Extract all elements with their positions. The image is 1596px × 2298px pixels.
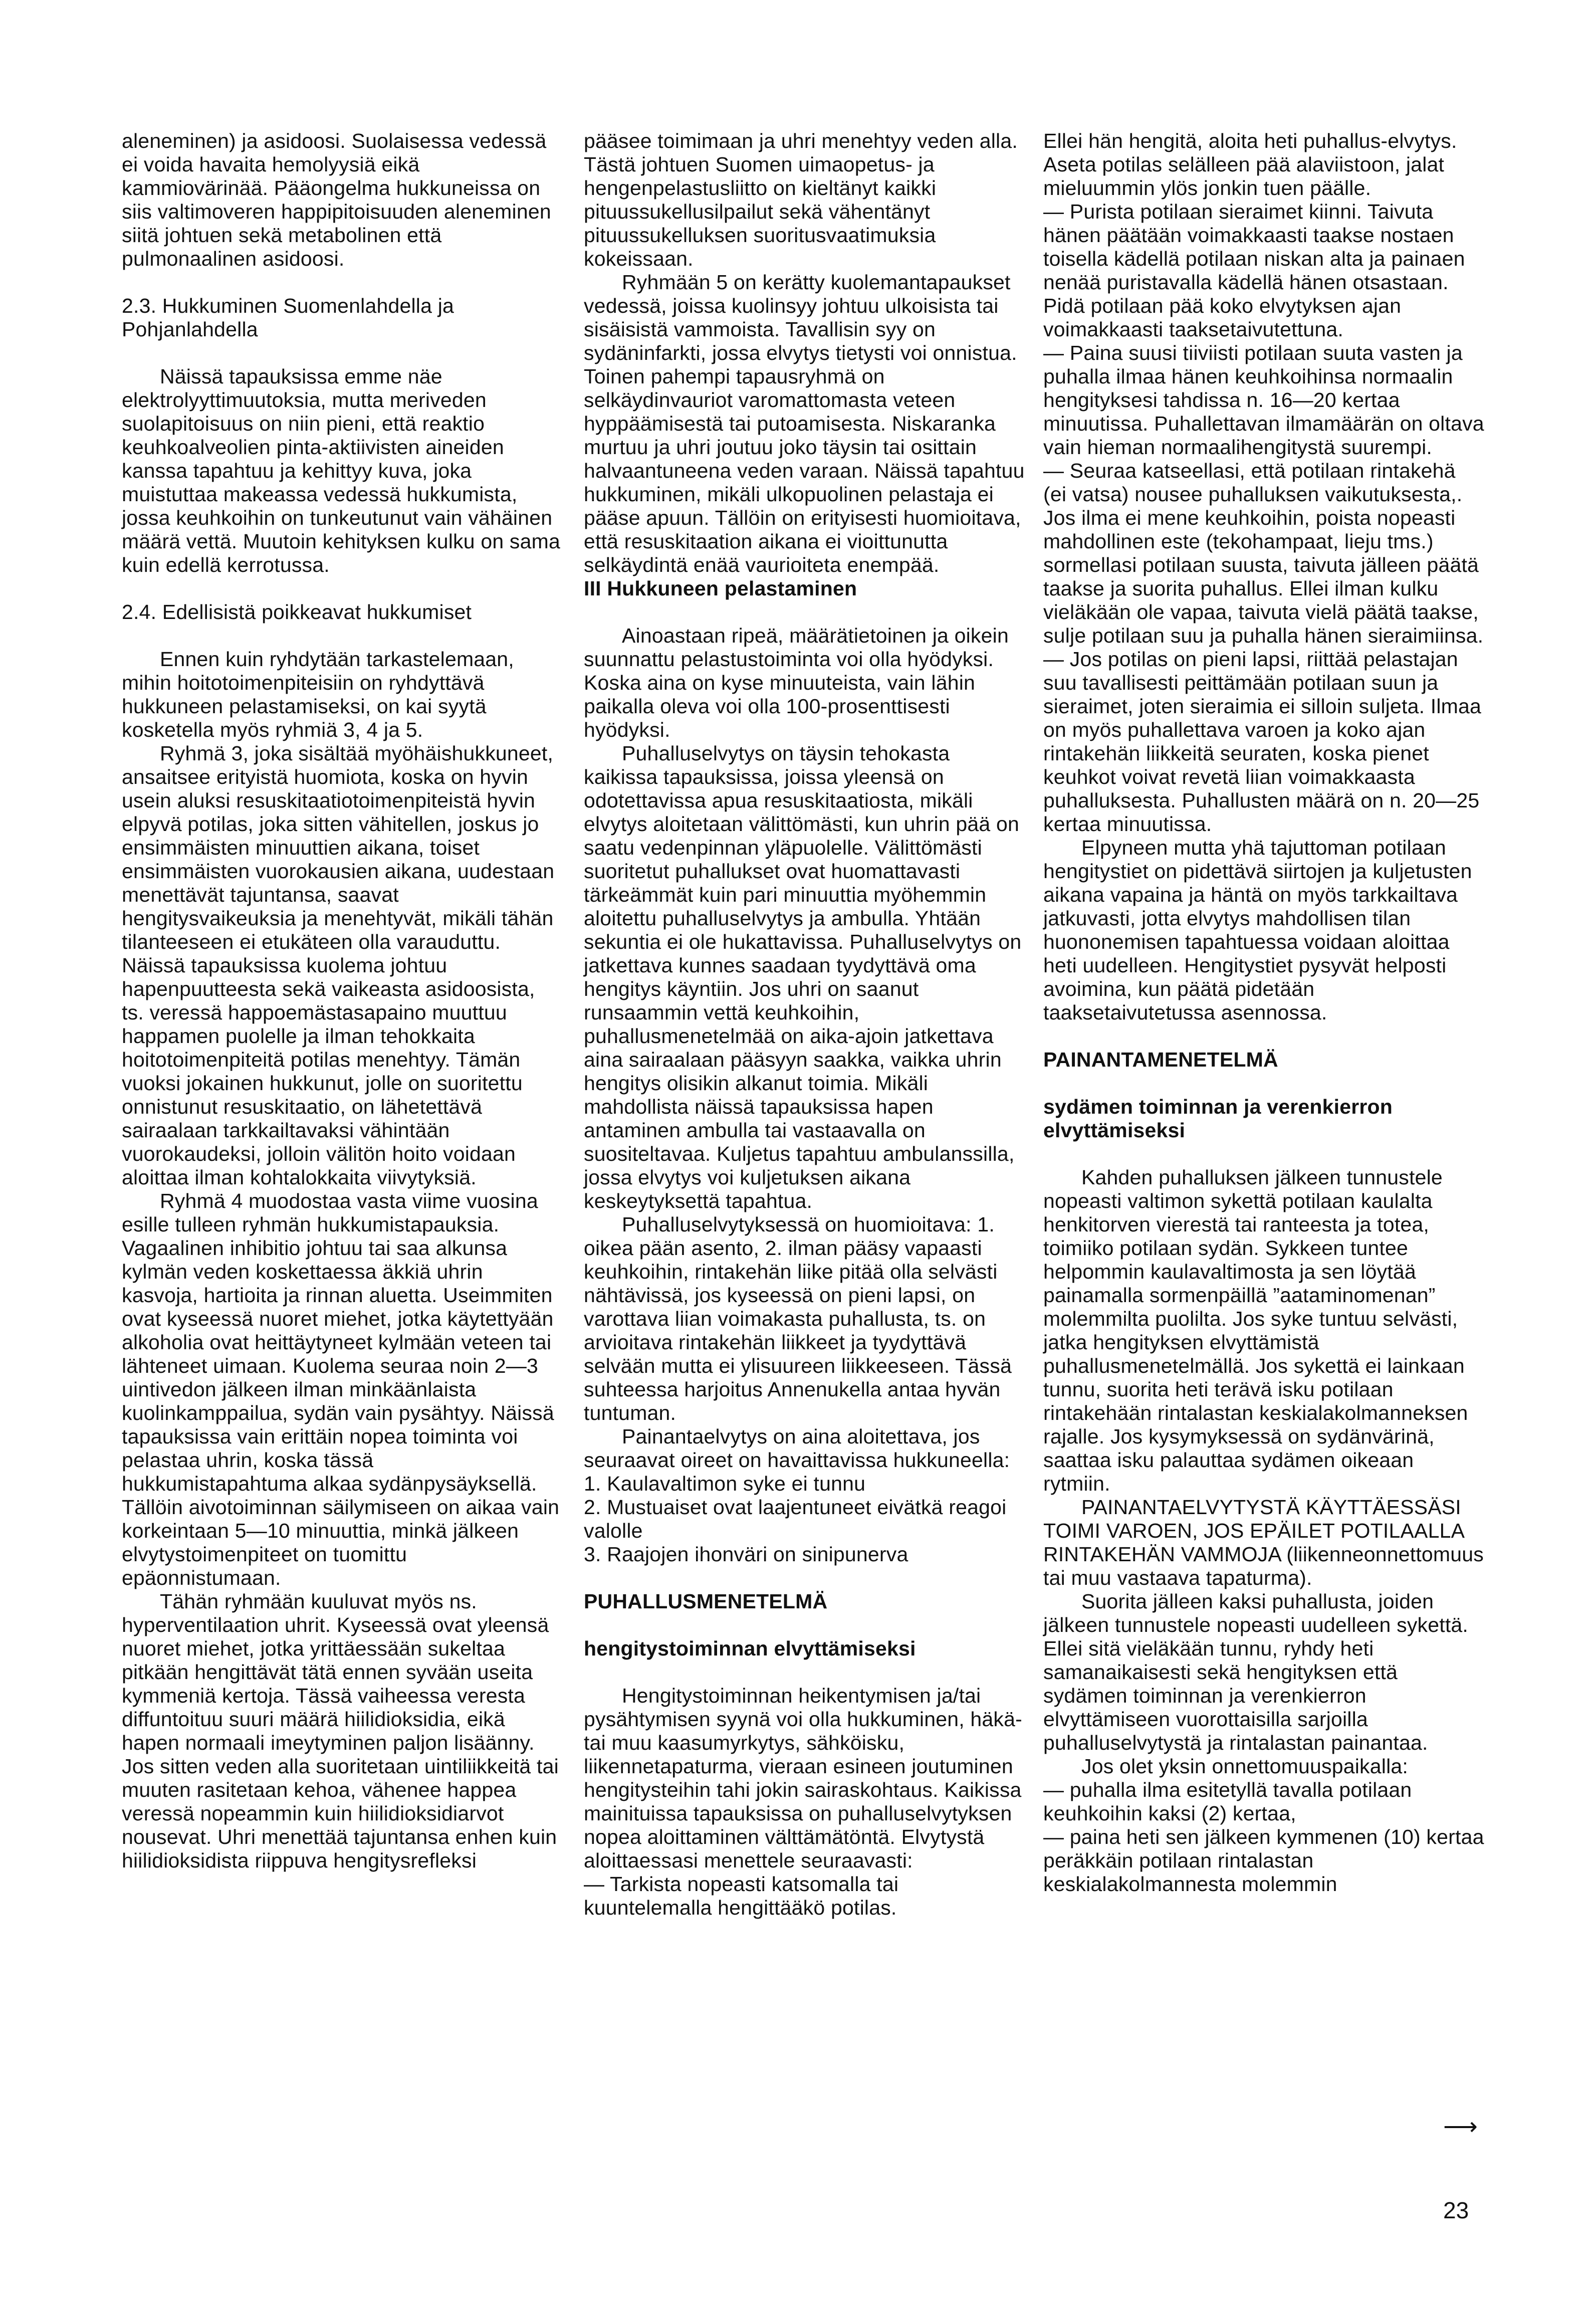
paragraph: Ellei hän hengitä, aloita heti puhallus-elvytys. Aseta potilas selälleen pää alaviistoon, jalat mieluummin ylös jonkin tuen päälle. xyxy=(1043,129,1457,199)
continue-arrow-icon: ⟶ xyxy=(1443,2114,1478,2140)
paragraph: Suorita jälleen kaksi puhallusta, joiden jälkeen tunnustele nopeasti uudelleen sykettä. Ellei sitä vieläkään tunnu, ryhdy heti samanaikaisesti sekä hengityksen että sydämen toiminnan ja verenkierron elvyttämiseen vuorottaisilla sarjoilla puhalluselvytystä ja rintalastan painantaa. xyxy=(1043,1590,1469,1754)
paragraph: Näissä tapauksissa emme näe elektrolyyttimuutoksia, mutta meriveden suolapitoisuus on niin pieni, että reaktio keuhkoalveolien pinta-aktiivisten aineiden kanssa tapahtuu ja kehittyy kuva, joka muistuttaa makeassa vedessä hukkumista, jossa keuhkoihin on tunkeutunut vain vähäinen määrä vettä. Muutoin kehityksen kulku on sama kuin edellä kerrotussa. xyxy=(122,365,560,576)
section-heading-painantamenetelma: PAINANTAMENETELMÄ xyxy=(1043,1048,1278,1071)
list-item: 1. Kaulavaltimon syke ei tunnu xyxy=(584,1472,866,1495)
section-heading-2-3: 2.3. Hukkuminen Suomenlahdella ja Pohjanlahdella xyxy=(122,294,454,341)
paragraph: — Seuraa katseellasi, että potilaan rintakehä (ei vatsa) nousee puhalluksen vaikutuksesta,. Jos ilma ei mene keuhkoihin, poista nopeasti mahdollinen este (tekohampaat, lieju tms.) sormellasi potilaan suusta, taivuta jälleen päätä taakse ja suorita puhallus. Ellei ilman kulku vieläkään ole vapaa, taivuta vielä päätä taakse, sulje potilaan suu ja puhalla hänen sieraimiinsa. xyxy=(1043,459,1484,647)
subheading: hengitystoiminnan elvyttämiseksi xyxy=(584,1637,916,1660)
subheading: sydämen toiminnan ja verenkierron elvyttämiseksi xyxy=(1043,1095,1393,1142)
paragraph: Tähän ryhmään kuuluvat myös ns. hyperventilaation uhrit. Kyseessä ovat yleensä nuoret miehet, jotka yrittäessään sukeltaa pitkään hengittävät tätä ennen syvään useita kymmeniä kertoja. Tässä vaiheessa veresta diffuntoituu suuri määrä hiilidioksidia, eikä hapen normaali imeytyminen paljon lisäänny. Jos sitten veden alla suoritetaan uintiliikkeitä tai muuten rasitetaan kehoa, vähenee happea veressä nopeammin kuin hiilidioksidiarvot nousevat. Uhri menettää tajuntansa enhen kuin hiilidioksidista riippuva hengitysrefleksi xyxy=(122,1590,559,1872)
paragraph: — paina heti sen jälkeen kymmenen (10) kertaa peräkkäin potilaan rintalastan keskialakolmannesta molemmin xyxy=(1043,1825,1484,1896)
text-column-2 xyxy=(584,129,1025,1920)
paragraph: Ryhmään 5 on kerätty kuolemantapaukset vedessä, joissa kuolinsyy johtuu ulkoisista tai sisäisistä vammoista. Tavallisin syy on sydäninfarkti, jossa elvytys tietysti voi onnistua. Toinen pahempi tapausryhmä on selkäydinvauriot varomattomasta veteen hyppäämisestä tai putoamisesta. Niskaranka murtuu ja uhri joutuu joko täysin tai osittain halvaantuneena veden varaan. Näissä tapahtuu hukkuminen, mikäli ulkopuolinen pelastaja ei pääse apuun. Tällöin on erityisesti huomioitava, että resuskitaation aikana ei vioittunutta selkäydintä enää vaurioiteta enempää. xyxy=(584,271,1025,576)
paragraph: — Paina suusi tiiviisti potilaan suuta vasten ja puhalla ilmaa hänen keuhkoihinsa normaalin hengityksesi tahdissa n. 16—20 kertaa minuutissa. Puhallettavan ilmamäärän on oltava vain hieman normaalihengitystä suurempi. xyxy=(1043,341,1484,459)
paragraph: Ennen kuin ryhdytään tarkastelemaan, mihin hoitotoimenpiteisiin on ryhdyttävä hukkuneen pelastamiseksi, on kai syytä kosketella myös ryhmiä 3, 4 ja 5. xyxy=(122,648,514,741)
paragraph: Ryhmä 4 muodostaa vasta viime vuosina esille tulleen ryhmän hukkumistapauksia. Vagaalinen inhibitio johtuu tai saa alkunsa kylmän veden koskettaessa äkkiä uhrin kasvoja, hartioita ja rinnan aluetta. Useimmiten ovat kyseessä nuoret miehet, jotka käytettyään alkoholia ovat heittäytyneet kylmään veteen tai lähteneet uimaan. Kuolema seuraa noin 2—3 uintivedon jälkeen ilman minkäänlaista kuolinkamppailua, sydän vain pysähtyy. Näissä tapauksissa vain erittäin nopea toiminta voi pelastaa uhrin, koska tässä hukkumistapahtuma alkaa sydänpysäyksellä. Tällöin aivotoiminnan säilymiseen on aikaa vain korkeintaan 5—10 minuuttia, minkä jälkeen elvytystoimenpiteet on tuomittu epäonnistumaan. xyxy=(122,1189,560,1589)
paragraph: pääsee toimimaan ja uhri menehtyy veden alla. Tästä johtuen Suomen uimaopetus- ja hengenpelastusliitto on kieltänyt kaikki pituussukellusilpailut sekä vähentänyt pituussukelluksen suoritusvaatimuksia kokeissaan. xyxy=(584,129,1018,270)
list-item: 3. Raajojen ihonväri on sinipunerva xyxy=(584,1543,908,1566)
paragraph: — Purista potilaan sieraimet kiinni. Taivuta hänen päätään voimakkaasti taakse nostaen toisella kädellä potilaan niskan alta ja painaen nenää puristavalla kädellä hänen otsastaan. Pidä potilaan pää koko elvytyksen ajan voimakkaasti taaksetaivutettuna. xyxy=(1043,200,1465,341)
paragraph: Puhalluselvytys on täysin tehokasta kaikissa tapauksissa, joissa yleensä on odotettavissa apua resuskitaatiosta, mikäli elvytys aloitetaan välittömästi, kun uhrin pää on saatu vedenpinnan yläpuolelle. Välittömästi suoritetut puhallukset ovat huomattavasti tärkeämmät kuin pari minuuttia myöhemmin aloitettu puhalluselvytys ja ambulla. Yhtään sekuntia ei ole hukattavissa. Puhalluselvytys on jatkettava kunnes saadaan tyydyttävä oma hengitys käyntiin. Jos uhri on saanut runsaammin vettä keuhkoihin, puhallusmenetelmää on aika-ajoin jatkettava aina sairaalaan pääsyyn saakka, vaikka uhrin hengitys olisikin alkanut toimia. Mikäli mahdollista näissä tapauksissa hapen antaminen ambulla tai vastaavalla on suositeltavaa. Kuljetus tapahtuu ambulanssilla, jossa elvytys voi kuljetuksen aikana keskeytyksettä tapahtua. xyxy=(584,742,1022,1212)
paragraph: Puhalluselvytyksessä on huomioitava: 1. oikea pään asento, 2. ilman pääsy vapaasti keuhkoihin, rintakehän liike pitää olla selvästi nähtävissä, jos kyseessä on pieni lapsi, on varottava liian voimakasta puhallusta, ts. on arvioitava rintakehän liikkeet ja tyydyttävä selvään mutta ei ylisuureen liikkeeseen. Tässä suhteessa harjoitus Annenukella antaa hyvän tuntuman. xyxy=(584,1213,1012,1424)
paragraph: — Tarkista nopeasti katsomalla tai kuuntelemalla hengittääkö potilas. xyxy=(584,1872,899,1919)
section-heading-III: III Hukkuneen pelastaminen xyxy=(584,577,857,600)
paragraph: Ryhmä 3, joka sisältää myöhäishukkuneet, ansaitsee erityistä huomiota, koska on hyvin usein aluksi resuskitaatiotoimenpiteistä hyvin elpyvä potilas, joka sitten vähitellen, joskus jo ensimmäisten minuuttien aikana, toiset ensimmäisten vuorokausien aikana, uudestaan menettävät tajuntansa, saavat hengitysvaikeuksia ja menehtyvät, mikäli tähän tilanteeseen ei etukäteen olla varauduttu. Näissä tapauksissa kuolema johtuu hapenpuutteesta sekä vaikeasta asidoosista, ts. veressä happoemästasapaino muuttuu happamen puolelle ja ilman tehokkaita hoitotoimenpiteitä potilas menehtyy. Tämän vuoksi jokainen hukkunut, jolle on suoritettu onnistunut resuskitaatio, on lähetettävä sairaalaan tarkkailtavaksi vähintään vuorokaudeksi, jolloin välitön hoito voidaan aloittaa ilman kohtalokkaita viivytyksiä. xyxy=(122,742,555,1189)
paragraph: Elpyneen mutta yhä tajuttoman potilaan hengitystiet on pidettävä siirtojen ja kuljetusten aikana vapaina ja häntä on myös tarkkailtava jatkuvasti, jotta elvytys mahdollisen tilan huononemisen tapahtuessa voidaan aloittaa heti uudelleen. Hengitystiet pysyvät helposti avoimina, kun päätä pidetään taaksetaivutetussa asennossa. xyxy=(1043,836,1472,1024)
paragraph: Jos olet yksin onnettomuuspaikalla: xyxy=(1081,1755,1408,1778)
paragraph: Hengitystoiminnan heikentymisen ja/tai pysähtymisen syynä voi olla hukkuminen, häkä- tai muu kaasumyrkytys, sähköisku, liikennetapaturma, vieraan esineen joutuminen hengitysteihin tahi jokin sairaskohtaus. Kaikissa mainituissa tapauksissa on puhalluselvytyksen nopea aloittaminen välttämätöntä. Elvytystä aloittaessasi menettele seuraavasti: xyxy=(584,1684,1022,1872)
paragraph: Kahden puhalluksen jälkeen tunnustele nopeasti valtimon sykettä potilaan kaulalta henkitorven vierestä tai ranteesta ja totea, toimiiko potilaan sydän. Sykkeen tuntee helpommin kaulavaltimosta ja sen löytää painamalla sormenpäillä ”aataminomenan” molemmilta puolilta. Jos syke tuntuu selvästi, jatka hengityksen elvyttämistä puhallusmenetelmällä. Jos sykettä ei lainkaan tunnu, suorita heti terävä isku potilaan rintakehään rintalastan keskialakolmanneksen rajalle. Jos kysymyksessä on sydänvärinä, saattaa isku palauttaa sydämen oikeaan rytmiin. xyxy=(1043,1166,1468,1495)
section-heading-puhallusmenetelma: PUHALLUSMENETELMÄ xyxy=(584,1590,828,1613)
paragraph: — puhalla ilma esitetyllä tavalla potilaan keuhkoihin kaksi (2) kertaa, xyxy=(1043,1778,1412,1825)
page-number: 23 xyxy=(1443,2197,1469,2223)
paragraph: — Jos potilas on pieni lapsi, riittää pelastajan suu tavallisesti peittämään potilaan suun ja sieraimet, joten sieraimia ei silloin suljeta. Ilmaa on myös puhallettava varoen ja koko ajan rintakehän liikkeitä seuraten, koska pienet keuhkot voivat revetä liian voimakkaasta puhalluksesta. Puhallusten määrä on n. 20—25 kertaa minuutissa. xyxy=(1043,648,1482,835)
section-heading-2-4: 2.4. Edellisistä poikkeavat hukkumiset xyxy=(122,600,472,623)
text-column-3 xyxy=(1043,129,1484,1896)
paragraph: Ainoastaan ripeä, määrätietoinen ja oikein suunnattu pelastustoiminta voi olla hyödyksi. Koska aina on kyse minuuteista, vain lähin paikalla oleva voi olla 100-prosenttisesti hyödyksi. xyxy=(584,624,1009,741)
paragraph: Painantaelvytys on aina aloitettava, jos seuraavat oireet on havaittavissa hukkuneella: xyxy=(584,1425,1010,1472)
paragraph: aleneminen) ja asidoosi. Suolaisessa vedessä ei voida havaita hemolyysiä eikä kammiovärinää. Pääongelma hukkuneissa on siis valtimoveren happipitoisuuden aleneminen siitä johtuen sekä metabolinen että pulmonaalinen asidoosi. xyxy=(122,129,551,270)
text-column-1 xyxy=(122,129,563,1872)
list-item: 2. Mustuaiset ovat laajentuneet eivätkä reagoi valolle xyxy=(584,1496,1007,1542)
paragraph: PAINANTAELVYTYSTÄ KÄYTTÄESSÄSI TOIMI VAROEN, JOS EPÄILET POTILAALLA RINTAKEHÄN VAMMOJA (liikenneonnettomuus tai muu vastaava tapaturma). xyxy=(1043,1496,1484,1589)
